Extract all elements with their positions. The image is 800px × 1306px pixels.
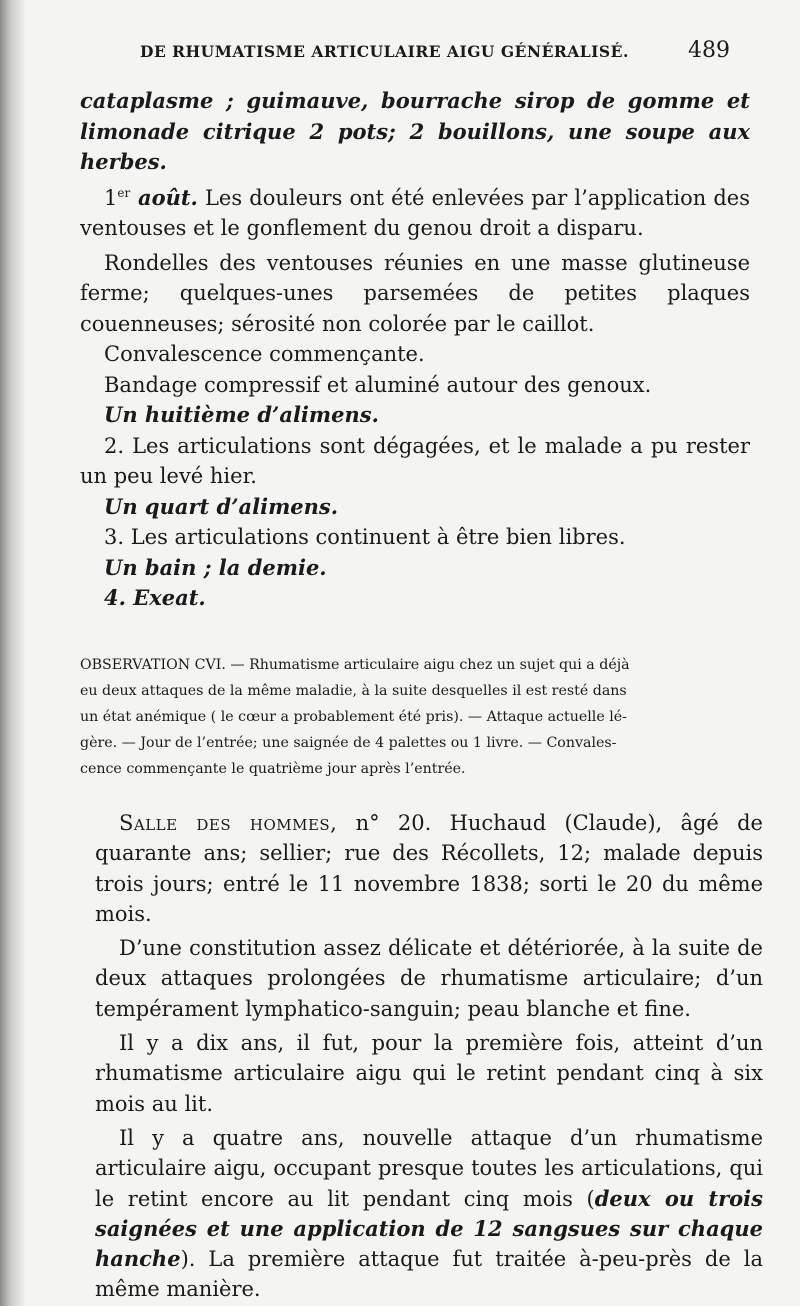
italic-text: 4. Exeat.: [104, 585, 206, 610]
ward-number: n° 20.: [337, 811, 432, 835]
italic-text: cataplasme ; guimauve, bourrache sirop de gomme et limonade citrique 2 pots; 2 bouillons, une soupe aux herbes.: [80, 88, 750, 174]
observation-line: eu deux attaques de la même maladie, à la suite desquelles il est resté dans: [80, 683, 627, 699]
paragraph: [80, 370, 750, 401]
paragraph: [80, 339, 750, 370]
paragraph: [80, 492, 750, 523]
superscript: er: [117, 185, 131, 200]
observation-line: gère. — Jour de l’entrée; une saignée de 4 palettes ou 1 livre. — Convales-: [80, 735, 617, 751]
paragraph: [95, 1123, 763, 1305]
italic-text: Un huitième d’alimens.: [104, 402, 379, 427]
paragraph: [80, 178, 750, 244]
paragraph: [80, 553, 750, 584]
paragraph-text: Rondelles des ventouses réunies en une masse glutineuse ferme; quelques-unes parsemées de petites plaques couenneuses; sérosité non colorée par le caillot.: [80, 250, 750, 336]
paragraph-text: Il y a quatre ans, nouvelle attaque d’un rhumatisme articulaire aigu, occupant presque toutes les articulations, qui le retint encore au lit pendant cinq mois (: [95, 1125, 763, 1211]
page-header: [140, 38, 740, 70]
day-number: 1: [104, 185, 118, 210]
paragraph-text: 2. Les articulations sont dégagées, et le malade a pu rester un peu levé hier.: [80, 433, 750, 488]
italic-text: Un bain ; la demie.: [104, 554, 327, 580]
ward-label: Salle des hommes,: [119, 811, 338, 835]
italic-text: Un quart d’alimens.: [104, 493, 339, 519]
paragraph-text: Convalescence commençante.: [104, 342, 425, 366]
paragraph-text: 3. Les articulations continuent à être bien libres.: [104, 525, 626, 549]
observation-summary: [80, 652, 750, 782]
paragraph: [80, 86, 750, 178]
paragraph: [80, 248, 750, 340]
paragraph-text: Huchaud (Claude), âgé de quarante ans; sellier; rue des Récollets, 12; malade depuis trois jours; entré le 11 novembre 1838; sorti le 20 du même mois.: [95, 811, 763, 926]
paragraph: [80, 583, 750, 614]
observation-line: OBSERVATION CVI. — Rhumatisme articulaire aigu chez un sujet qui a déjà: [80, 657, 630, 673]
paragraph-text: D’une constitution assez délicate et détériorée, à la suite de deux attaques prolongées de rhumatisme articulaire; d’un tempérament lymphatico-sanguin; peau blanche et fine.: [95, 936, 763, 1021]
paragraph: [80, 400, 750, 431]
paragraph: [95, 1028, 763, 1119]
binding-shadow: [0, 0, 26, 1306]
top-text-block: [80, 86, 750, 614]
paragraph: [95, 808, 763, 929]
running-head: DE RHUMATISME ARTICULAIRE AIGU GÉNÉRALISÉ.: [140, 42, 629, 61]
italic-text: août.: [130, 184, 198, 210]
observation-line: cence commençante le quatrième jour après l’entrée.: [80, 761, 466, 777]
observation-line: un état anémique ( le cœur a probablement été pris). — Attaque actuelle lé-: [80, 709, 627, 725]
case-text-block: [95, 808, 763, 1305]
paragraph-text: Les douleurs ont été enlevées par l’application des ventouses et le gonflement du genou droit a disparu.: [80, 185, 750, 240]
paragraph: [80, 522, 750, 553]
paragraph-text: Bandage compressif et aluminé autour des genoux.: [104, 372, 652, 397]
paragraph-text: ). La première attaque fut traitée à-peu-près de la même manière.: [95, 1247, 763, 1302]
italic-text: deux ou trois saignées et une application de 12 sangsues sur chaque hanche: [95, 1185, 763, 1272]
paragraph: [80, 431, 750, 492]
paragraph-text: Il y a dix ans, il fut, pour la première fois, atteint d’un rhumatisme articulaire aigu qui le retint pendant cinq à six mois au lit.: [95, 1031, 763, 1116]
page-number: 489: [688, 38, 730, 63]
paragraph: [95, 933, 763, 1024]
